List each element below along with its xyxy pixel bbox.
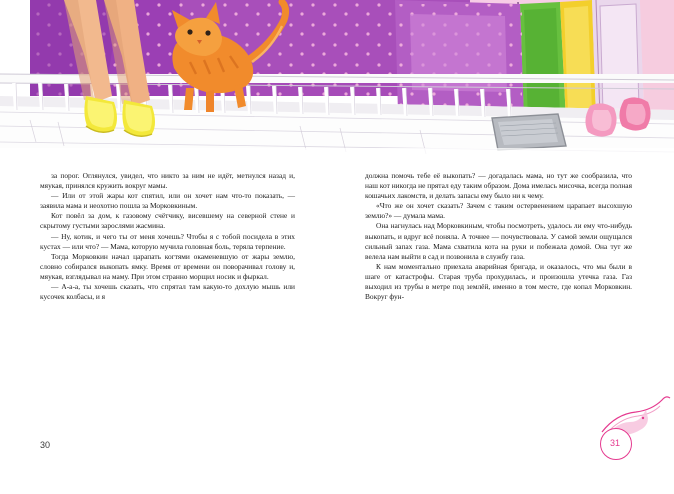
paragraph: должна помочь тебе её выкопать? — догадалась мама, но тут же сообразила, что наш кот никогда не прятал еду таким образом. Дома имелась мисочка, всегда полная кошачьих лакомств, и делать запасы ему было ни к чему.: [365, 171, 632, 201]
paragraph: «Что же он хочет сказать? Зачем с таким остервенением царапает высохшую землю?» — думала мама.: [365, 201, 632, 221]
paragraph: — Или от этой жары кот спятил, или он хочет нам что-то показать, — заявила мама и неохотно пошла за Морковкиным.: [40, 191, 295, 211]
paragraph: Она нагнулась над Морковкиным, чтобы посмотреть, удалось ли ему что-нибудь выкопать, и вдруг всё поняла. А точнее — почувствовала. У самой земли ощущался сильный запах газа. Мама схватила кота на руки и побежала домой. Она тут же велела нам выйти в сад и позвонила в службу газа.: [365, 221, 632, 261]
paragraph: Тогда Морковкин начал царапать когтями окаменевшую от жары землю, словно собирался выкопать ямку. Время от времени он поворачивал голову и, мяукая, взглядывал на маму. При этом странно морщил носик и фыркал.: [40, 251, 295, 281]
paragraph: — Ну, котик, и чего ты от меня хочешь? Чтобы я с тобой посидела в этих кустах — или что? — Мама, которую мучила головная боль, теряла терпение.: [40, 231, 295, 251]
paragraph: — А-а-а, ты хочешь сказать, что спрятал там какую-то дохлую мышь или кусочек колбасы, и я: [40, 282, 295, 302]
illustration-cat-on-balcony: [0, 0, 674, 166]
page-number-right-wrap: [600, 428, 632, 460]
paragraph: Кот повёл за дом, к газовому счётчику, висевшему на северной стене и скрытому густыми зарослями жасмина.: [40, 211, 295, 231]
paragraph: К нам моментально приехала аварийная бригада, и оказалось, что мы были в шаге от катастрофы. Старая труба прохудилась, и произошла утечка газа. Газ выходил из трубы в метре под землёй, именно в том месте, где копал Морковкин. Вокруг фун-: [365, 261, 632, 302]
door-mat: [492, 114, 566, 150]
page-number-left: 30: [40, 440, 51, 450]
page-number-right: 31: [609, 438, 620, 448]
body-text: [0, 166, 674, 424]
left-text-column: [0, 166, 337, 424]
illustration-svg: [0, 0, 674, 166]
paragraph: за порог. Оглянулся, увидел, что никто за ним не идёт, метнулся назад и, мяукая, принялся кружить вокруг мамы.: [40, 171, 295, 191]
right-text-column: [337, 166, 674, 424]
